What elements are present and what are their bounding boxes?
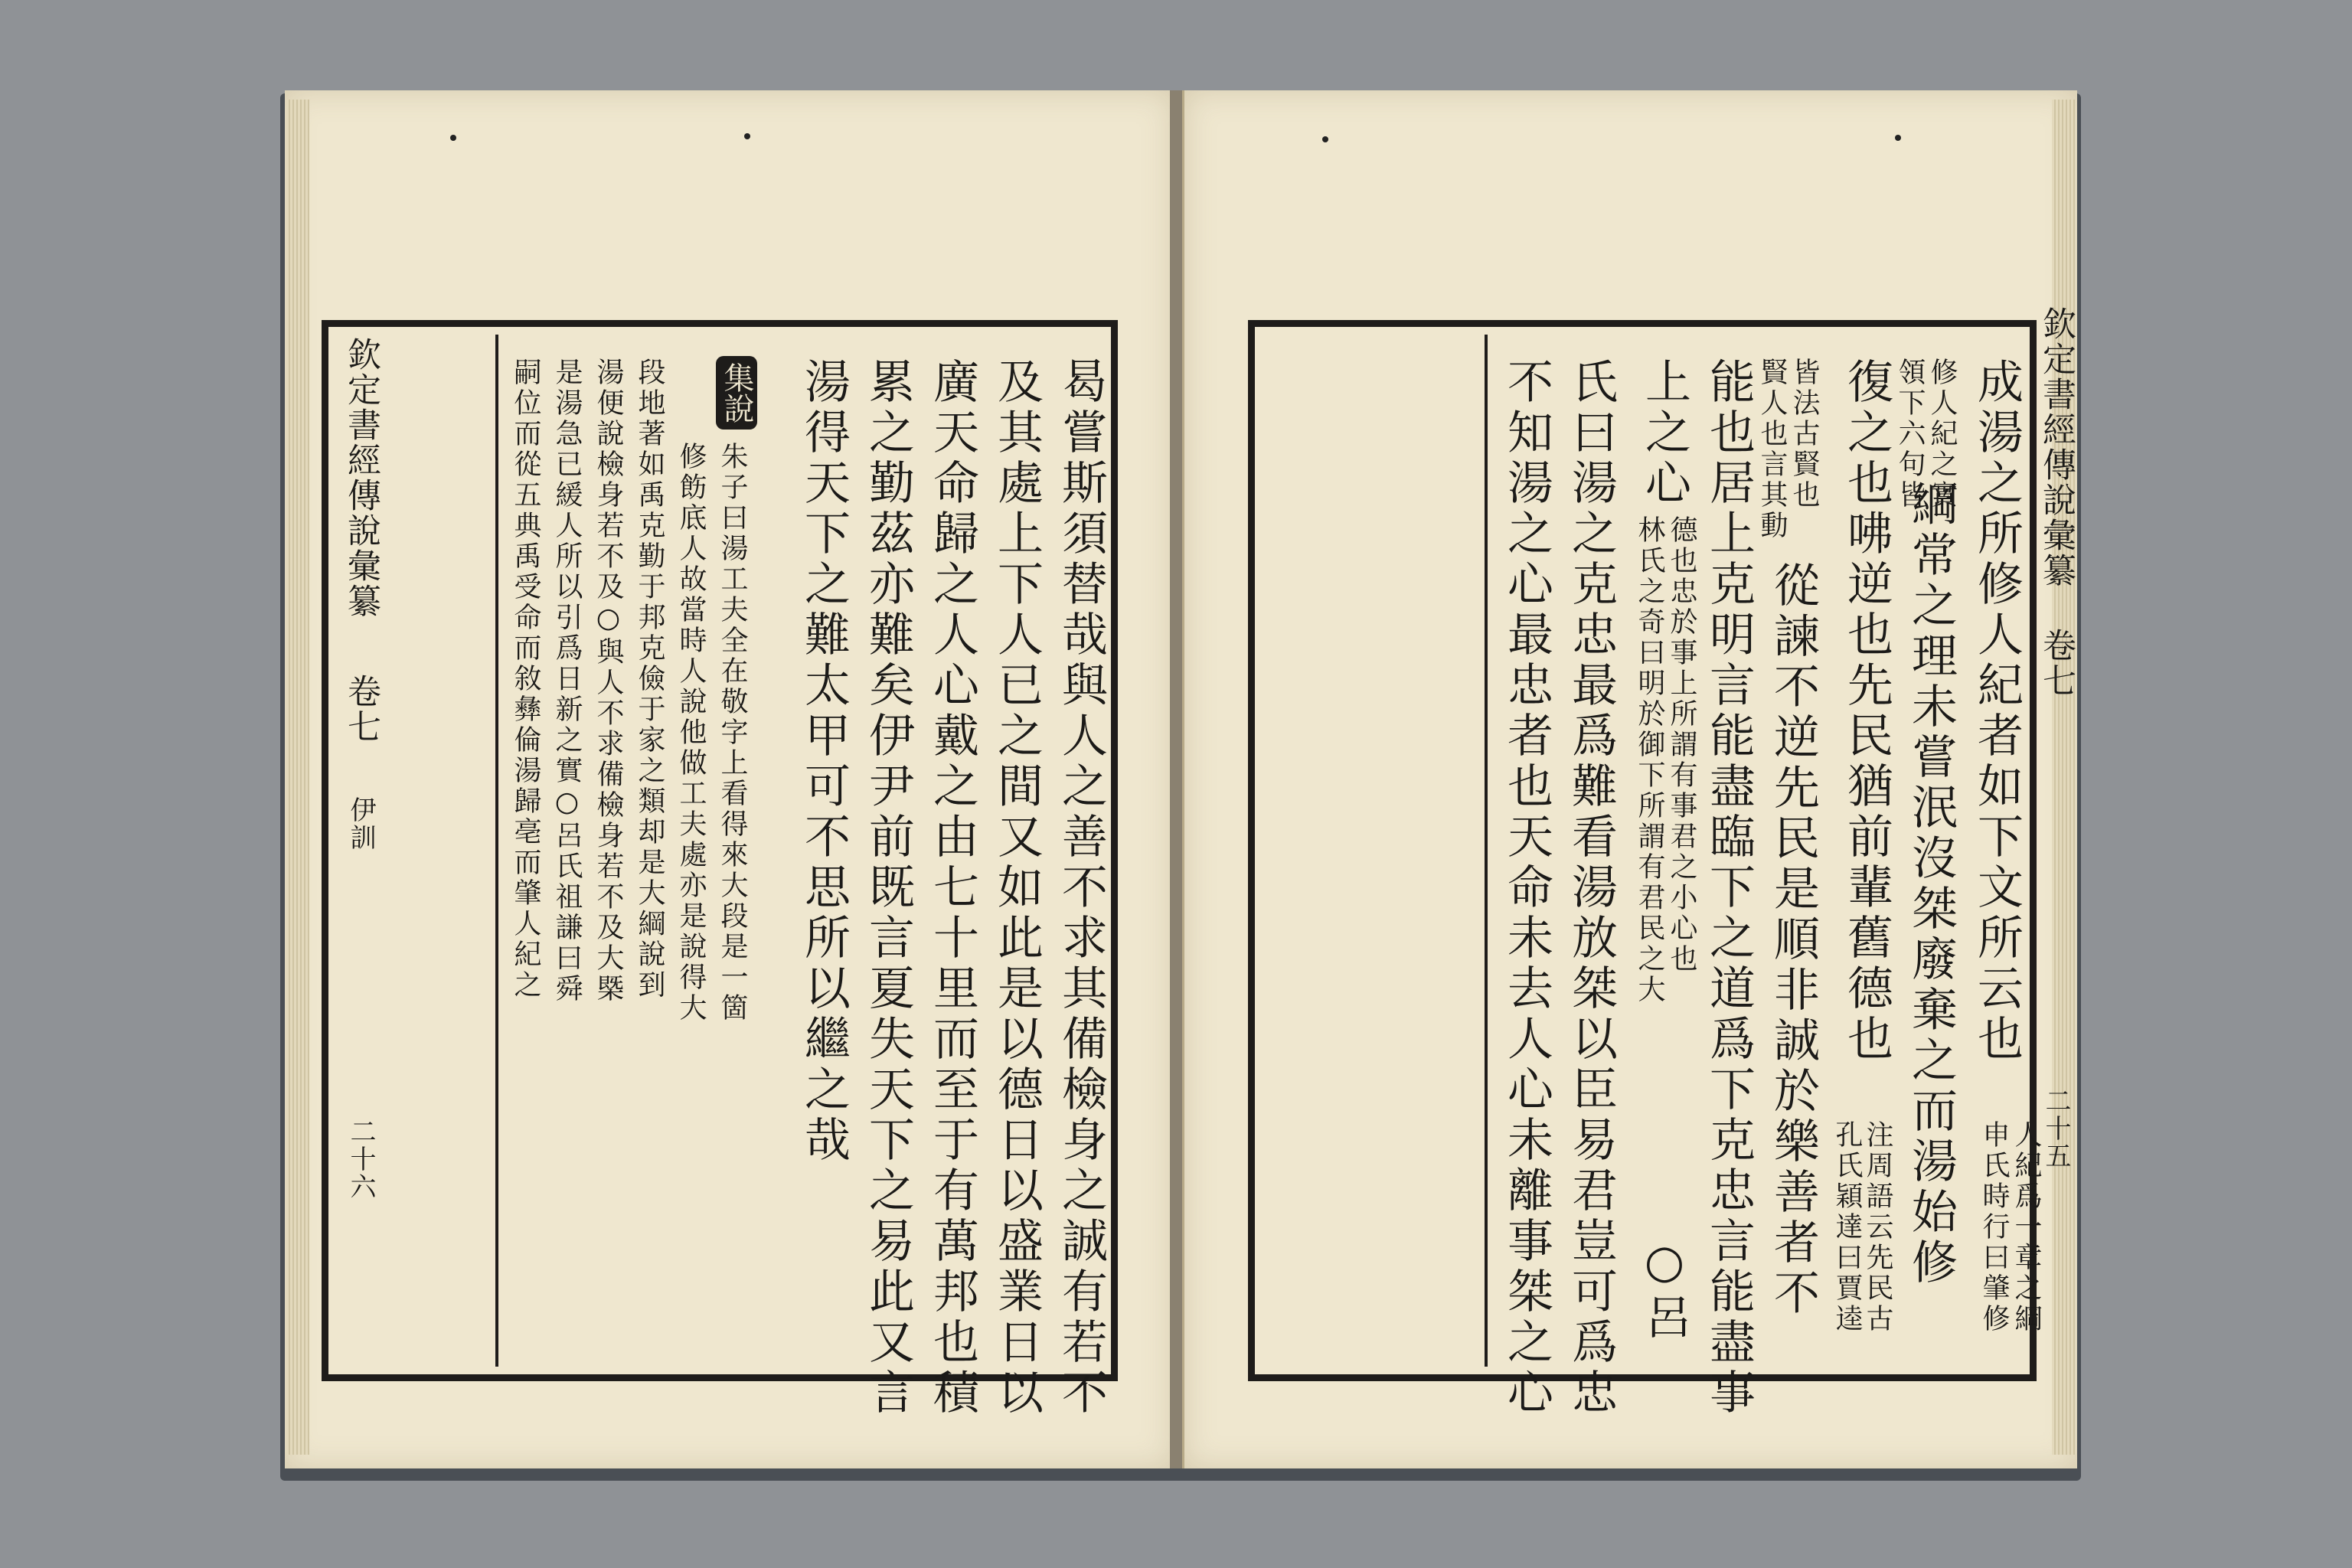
right-note-8b: 德也忠於事上所謂有事君之小心也: [1666, 515, 1697, 975]
right-page-edge: [2052, 100, 2075, 1455]
right-text-frame: [1248, 320, 2042, 1419]
margin-rule: [495, 335, 498, 1367]
right-note-4a: 孔氏穎達曰賈逵: [1831, 1120, 1863, 1334]
left-note-column-1: 朱子曰湯工夫全在敬字上看得來大段是一箇: [717, 442, 748, 1024]
right-note-1b: 人紀爲一章之綱: [2011, 1120, 2042, 1334]
fold-mark: [744, 133, 750, 139]
left-note-column-5: 是湯急已緩人所以引爲日新之實○呂氏祖謙曰舜: [551, 358, 583, 1004]
right-note-8a: 林氏之奇曰明於御下所謂有君民之大: [1634, 515, 1665, 1005]
right-folio: 二十五: [2040, 1087, 2071, 1170]
right-main-column-8: 上之心: [1638, 358, 1691, 509]
right-main-column-3: 綱常之理未嘗泯沒桀廢棄之而湯始修: [1904, 480, 1958, 1289]
right-note-5b: 皆法古賢也: [1788, 358, 1820, 511]
right-note-1a: 申氏時行曰肇修: [1978, 1120, 2010, 1334]
right-main-column-9: 氏曰湯之克忠最爲難看湯放桀以臣易君豈可爲忠: [1564, 358, 1618, 1419]
right-note-2a: 領下六句皆: [1894, 358, 1926, 511]
fold-mark: [1322, 136, 1328, 142]
left-page-edge: [286, 100, 309, 1455]
fold-mark: [1895, 135, 1901, 141]
right-note-2b: 修人紀之實: [1926, 358, 1958, 511]
section-label-stamp: 集說: [716, 356, 757, 430]
fold-mark: [450, 135, 456, 141]
left-note-column-2: 修飭底人故當時人說他做工夫處亦是說得大: [675, 442, 707, 1024]
right-tail-mark: ○呂: [1638, 1235, 1691, 1344]
left-volume: 卷七: [341, 674, 381, 744]
right-margin-title: 欽定書經傳說彙纂: [2037, 306, 2076, 588]
right-main-column-1: 成湯之所修人紀者如下文所云也: [1970, 358, 2024, 1065]
left-margin-title: 欽定書經傳說彙纂: [341, 337, 381, 619]
left-text-frame: [322, 320, 1118, 1419]
left-main-column-2: 及其處上下人已之間又如此是以德日以盛業日以: [990, 358, 1044, 1419]
left-note-column-6: 嗣位而從五典禹受命而敘彝倫湯歸亳而肇人紀之: [510, 358, 541, 1001]
left-main-column-4: 累之勤茲亦難矣伊尹前既言夏失天下之易此又言: [861, 358, 915, 1419]
right-main-column-7: 能也居上克明言能盡臨下之道爲下克忠言能盡事: [1702, 358, 1756, 1419]
right-main-column-10: 不知湯之心最忠者也天命未去人心未離事桀之心: [1500, 358, 1553, 1419]
left-main-column-1: 曷嘗斯須替哉與人之善不求其備檢身之誠有若不: [1054, 358, 1108, 1419]
right-main-column-4: 復之也咈逆也先民猶前輩舊德也: [1840, 358, 1893, 1065]
left-main-column-5: 湯得天下之難太甲可不思所以繼之哉: [797, 358, 851, 1166]
left-chapter: 伊訓: [345, 796, 376, 851]
left-folio: 二十六: [345, 1118, 376, 1200]
right-main-column-6: 從諫不逆先民是順非誠於樂善者不: [1766, 561, 1820, 1319]
right-volume: 卷七: [2037, 628, 2076, 698]
right-note-4b: 注周語云先民古: [1862, 1120, 1893, 1334]
left-note-column-3: 段地著如禹克勤于邦克儉于家之類却是大綱說到: [634, 358, 665, 1001]
left-note-column-4: 湯便說檢身若不及○與人不求備檢身若不及大槩: [593, 358, 624, 1004]
margin-rule: [1485, 335, 1488, 1367]
right-note-5a: 賢人也言其動: [1756, 358, 1788, 541]
left-main-column-3: 廣天命歸之人心戴之由七十里而至于有萬邦也積: [926, 358, 979, 1419]
